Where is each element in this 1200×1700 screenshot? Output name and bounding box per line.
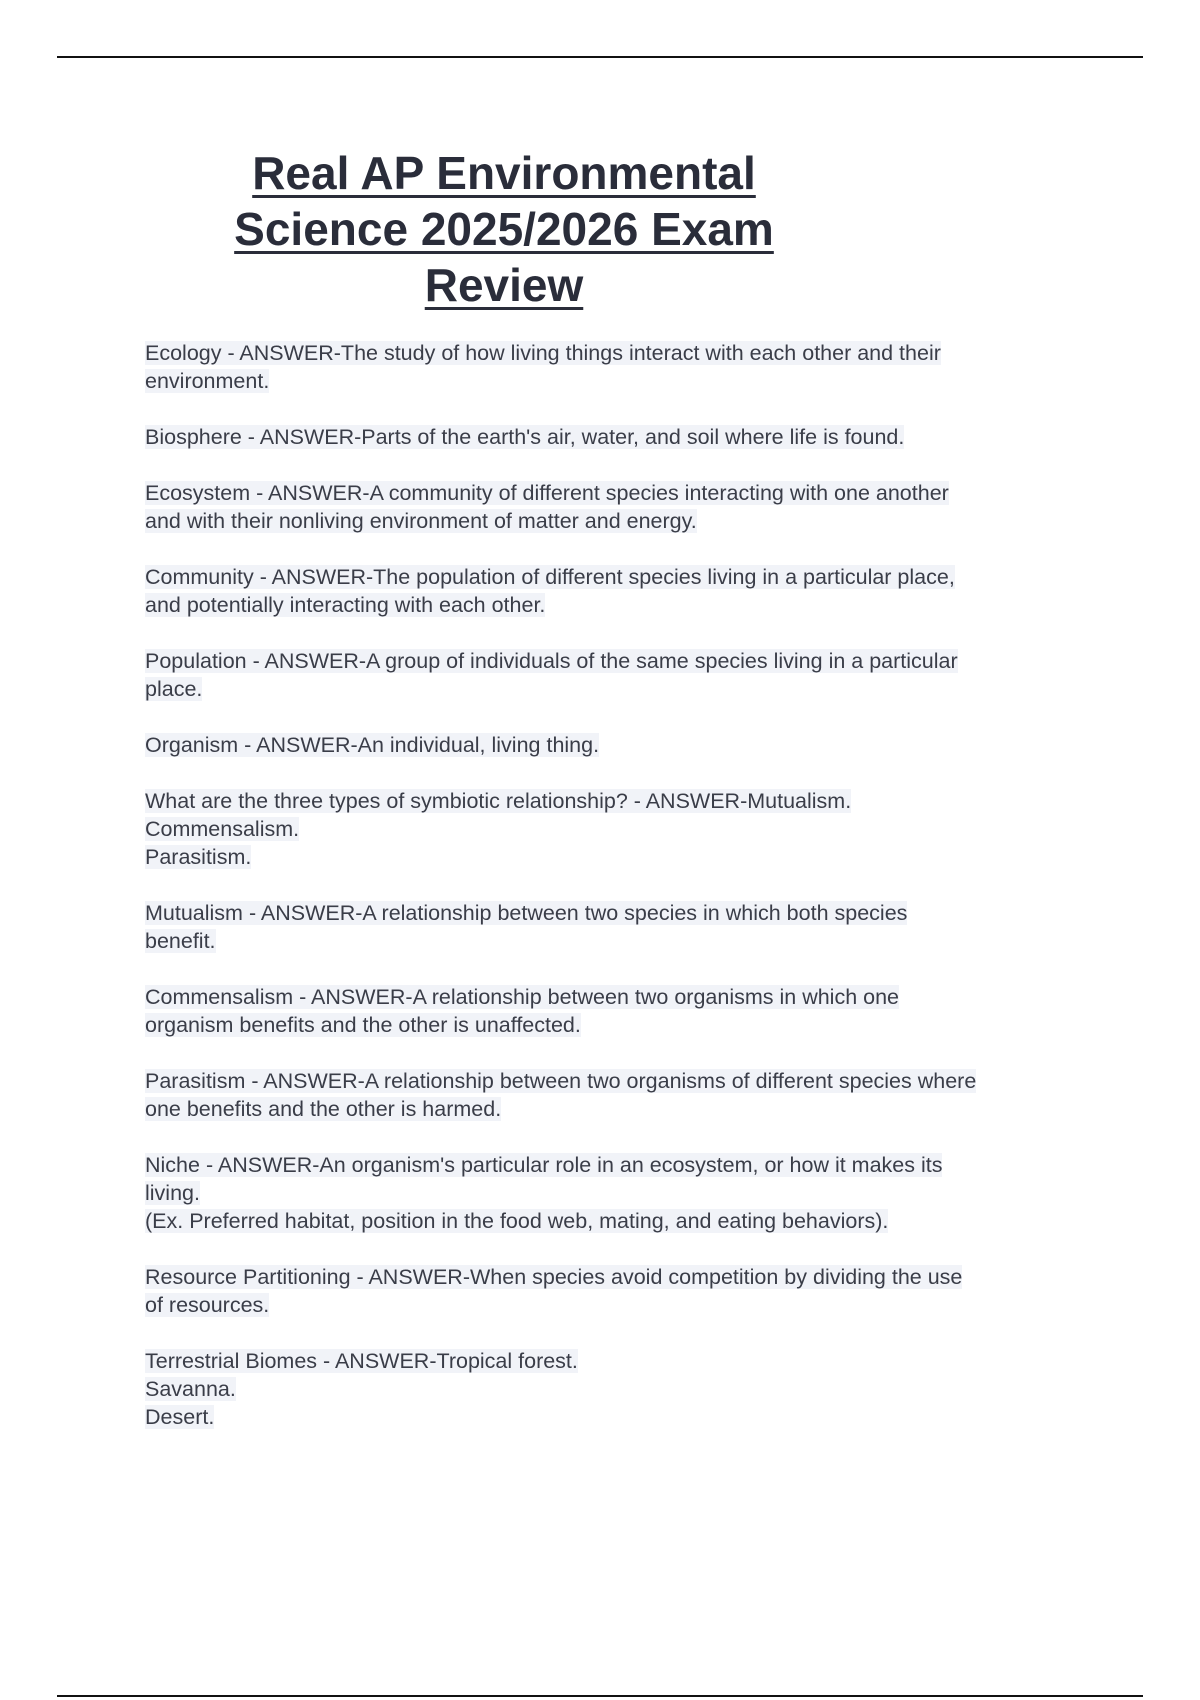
entry-line — [145, 507, 1090, 535]
entry-line — [145, 1263, 1090, 1291]
qa-entry-terrestrial-biomes — [145, 1347, 1090, 1431]
entry-text: Niche - ANSWER-An organism's particular role in an ecosystem, or how it makes its — [145, 1153, 943, 1177]
qa-entry-commensalism — [145, 983, 1090, 1039]
title-line: Real AP Environmental — [252, 147, 756, 199]
qa-entry-mutualism — [145, 899, 1090, 955]
entry-text: (Ex. Preferred habitat, position in the food web, mating, and eating behaviors). — [145, 1209, 889, 1233]
entry-line — [145, 1207, 1090, 1235]
entry-line — [145, 1151, 1090, 1179]
entry-text: Mutualism - ANSWER-A relationship between two species in which both species — [145, 901, 908, 925]
entry-text: living. — [145, 1181, 200, 1205]
title-line: Science 2025/2026 Exam — [234, 203, 774, 255]
entry-line — [145, 591, 1090, 619]
title-line: Review — [424, 259, 584, 311]
qa-entry-population — [145, 647, 1090, 703]
entry-line — [145, 423, 1090, 451]
entry-line — [145, 563, 1090, 591]
entry-text: one benefits and the other is harmed. — [145, 1097, 502, 1121]
entry-text: Biosphere - ANSWER-Parts of the earth's air, water, and soil where life is found. — [145, 425, 905, 449]
entry-line — [145, 843, 1090, 871]
bottom-rule — [57, 1695, 1143, 1697]
entry-text: Savanna. — [145, 1377, 236, 1401]
entry-line — [145, 1375, 1090, 1403]
entry-line — [145, 647, 1090, 675]
entry-line — [145, 675, 1090, 703]
entry-text: Population - ANSWER-A group of individuals of the same species living in a particular — [145, 649, 958, 673]
entry-text: Organism - ANSWER-An individual, living thing. — [145, 733, 600, 757]
entry-text: benefit. — [145, 929, 216, 953]
entry-line — [145, 815, 1090, 843]
qa-entry-symbiosis-types — [145, 787, 1090, 871]
entry-text: and with their nonliving environment of matter and energy. — [145, 509, 697, 533]
entry-text: and potentially interacting with each other. — [145, 593, 546, 617]
qa-entry-parasitism — [145, 1067, 1090, 1123]
entry-line — [145, 1291, 1090, 1319]
entry-line — [145, 339, 1090, 367]
entry-line — [145, 1179, 1090, 1207]
entry-text: Parasitism. — [145, 845, 252, 869]
qa-entry-ecology — [145, 339, 1090, 395]
entry-text: Resource Partitioning - ANSWER-When species avoid competition by dividing the use — [145, 1265, 963, 1289]
qa-entry-community — [145, 563, 1090, 619]
entry-line — [145, 479, 1090, 507]
entry-line — [145, 1011, 1090, 1039]
entry-line — [145, 1067, 1090, 1095]
entry-line — [145, 1095, 1090, 1123]
page-title — [210, 145, 798, 313]
entry-text: Terrestrial Biomes - ANSWER-Tropical forest. — [145, 1349, 578, 1373]
entry-text: Commensalism. — [145, 817, 300, 841]
entry-line — [145, 731, 1090, 759]
entry-text: Ecosystem - ANSWER-A community of different species interacting with one another — [145, 481, 949, 505]
entry-line — [145, 1403, 1090, 1431]
qa-entry-biosphere — [145, 423, 1090, 451]
entry-text: environment. — [145, 369, 270, 393]
entry-text: Desert. — [145, 1405, 215, 1429]
entry-line — [145, 367, 1090, 395]
entry-line — [145, 927, 1090, 955]
top-rule — [57, 56, 1143, 58]
entry-text: What are the three types of symbiotic relationship? - ANSWER-Mutualism. — [145, 789, 852, 813]
entry-text: of resources. — [145, 1293, 270, 1317]
entry-text: Commensalism - ANSWER-A relationship between two organisms in which one — [145, 985, 900, 1009]
entry-line — [145, 1347, 1090, 1375]
qa-entry-ecosystem — [145, 479, 1090, 535]
entry-text: Ecology - ANSWER-The study of how living things interact with each other and their — [145, 341, 941, 365]
entry-text: place. — [145, 677, 203, 701]
entry-text: organism benefits and the other is unaffected. — [145, 1013, 581, 1037]
qa-entry-niche — [145, 1151, 1090, 1235]
entry-line — [145, 983, 1090, 1011]
qa-list — [145, 339, 1090, 1459]
qa-entry-resource-partitioning — [145, 1263, 1090, 1319]
entry-line — [145, 899, 1090, 927]
entry-text: Community - ANSWER-The population of different species living in a particular place, — [145, 565, 955, 589]
entry-text: Parasitism - ANSWER-A relationship between two organisms of different species where — [145, 1069, 977, 1093]
entry-line — [145, 787, 1090, 815]
qa-entry-organism — [145, 731, 1090, 759]
